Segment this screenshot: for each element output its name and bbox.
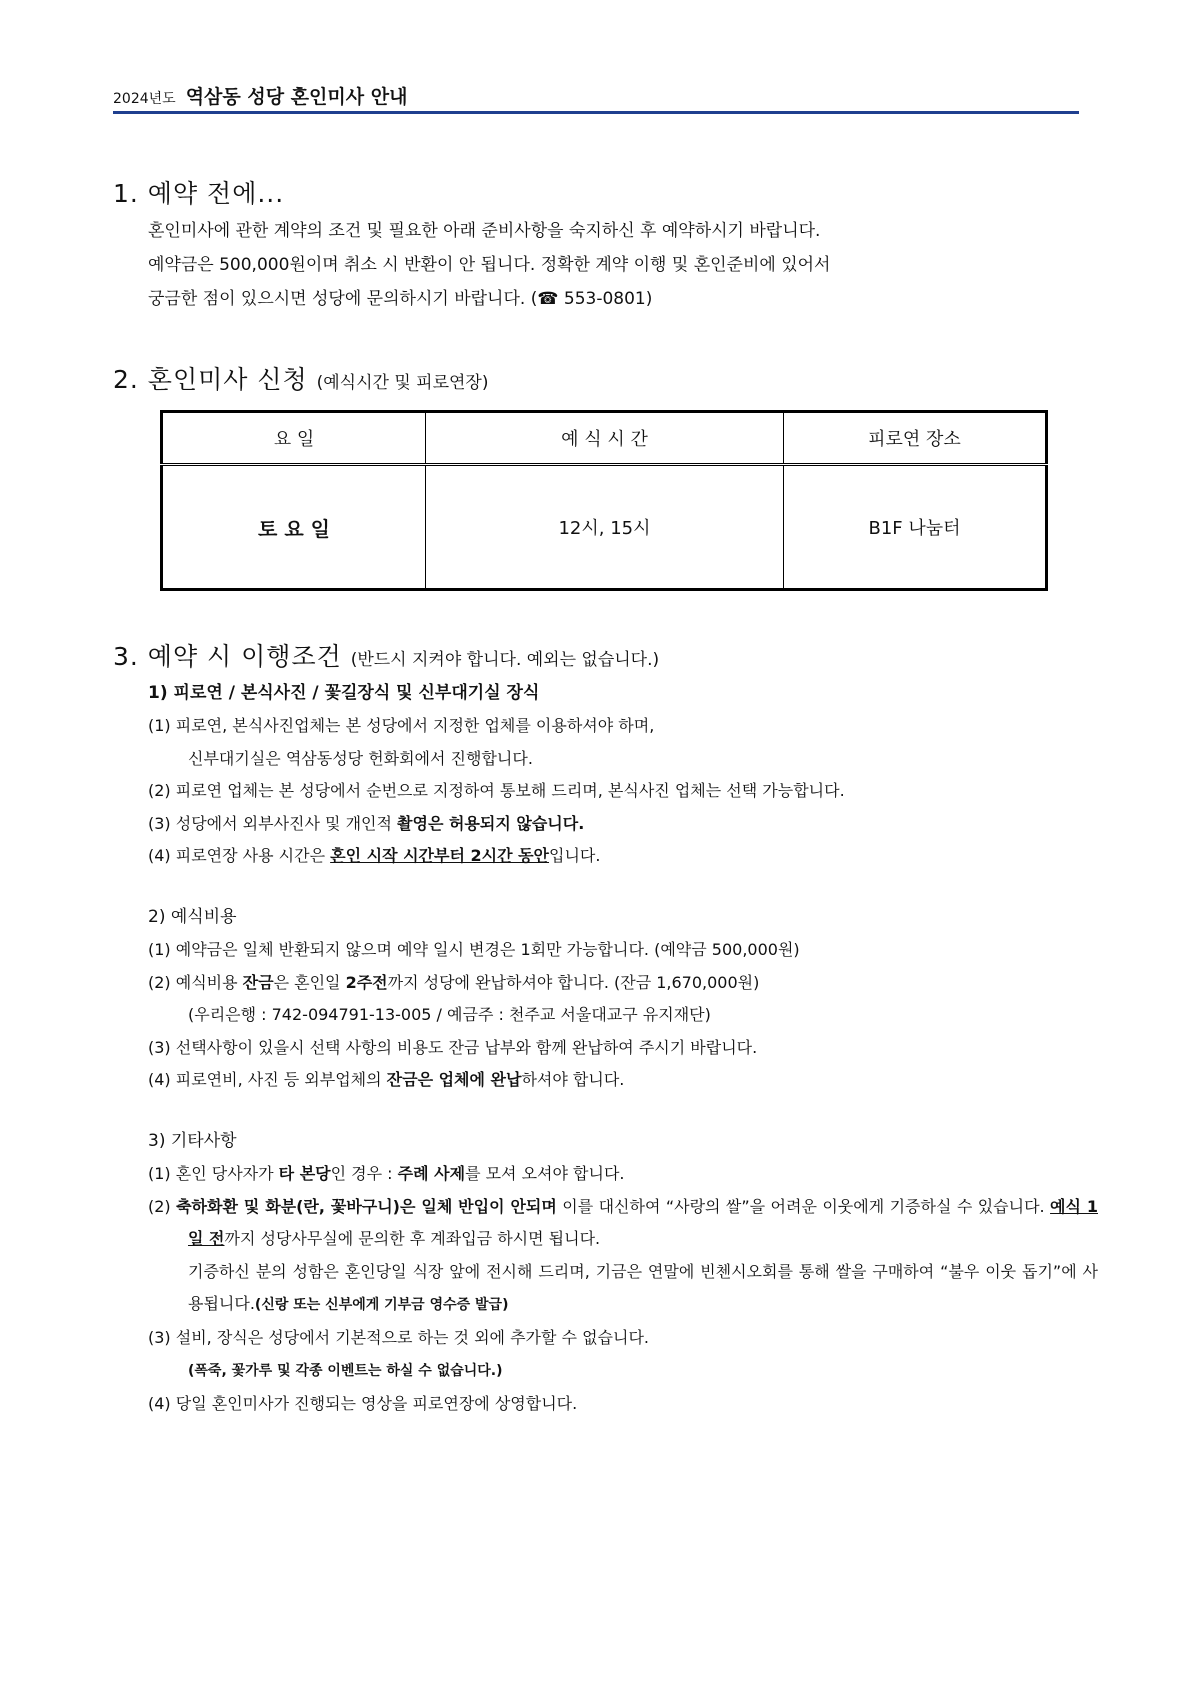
bank-account-info: (우리은행 : 742-094791-13-005 / 예금주 : 천주교 서울대교구 유지재단) bbox=[188, 1005, 711, 1024]
table-cell-venue: B1F 나눔터 bbox=[784, 465, 1047, 590]
header-title: 역삼동 성당 혼인미사 안내 bbox=[185, 86, 408, 108]
item-emphasis: 촬영은 허용되지 않습니다. bbox=[397, 813, 585, 833]
item-text: 입니다. bbox=[549, 846, 601, 865]
section3-part1 bbox=[148, 676, 1098, 873]
section3-part2 bbox=[148, 900, 1098, 1097]
item-text: (3) 성당에서 외부사진사 및 개인적 bbox=[148, 813, 398, 833]
item-text: 를 모셔 오셔야 합니다. bbox=[465, 1164, 625, 1183]
item-emphasis: 축하화환 및 화분(란, 꽃바구니)은 일체 반입이 안되며 bbox=[176, 1196, 557, 1216]
list-item: (2) 피로연 업체는 본 성당에서 순번으로 지정하여 통보해 드리며, 본식사진 업체는 선택 가능합니다. bbox=[148, 781, 845, 800]
item-text: 은 혼인일 bbox=[273, 972, 346, 992]
table-header-row bbox=[162, 412, 1047, 465]
section1-heading bbox=[113, 174, 284, 210]
item-text: 기증하신 분의 성함은 혼인당일 식장 앞에 전시해 드리며, 기금은 연말에 빈첸시오회를 통해 쌀을 구매하여 “불우 이웃 돕기”에 사용됩니다. bbox=[188, 1261, 1098, 1313]
item-emphasis: 주례 사제 bbox=[397, 1164, 466, 1183]
header-divider bbox=[113, 111, 1079, 114]
part1-title: 1) 피로연 / 본식사진 / 꽃길장식 및 신부대기실 장식 bbox=[148, 683, 540, 703]
list-item bbox=[148, 1064, 1098, 1097]
section1-line: 궁금한 점이 있으시면 성당에 문의하시기 바랍니다. (☎ 553-0801) bbox=[148, 289, 653, 309]
part3-title: 3) 기타사항 bbox=[148, 1131, 237, 1151]
list-item-continuation: 신부대기실은 역삼동성당 헌화회에서 진행합니다. bbox=[188, 748, 533, 768]
list-item-continuation bbox=[148, 1354, 1098, 1388]
item-text: 하셔야 합니다. bbox=[521, 1070, 625, 1089]
table-cell-day: 토 요 일 bbox=[162, 465, 426, 590]
section1-line: 예약금은 500,000원이며 취소 시 반환이 안 됩니다. 정확한 계약 이행 및 혼인준비에 있어서 bbox=[148, 255, 831, 275]
section3-heading bbox=[113, 637, 659, 673]
section3-heading-sub: (반드시 지켜야 합니다. 예외는 없습니다.) bbox=[350, 650, 660, 670]
item-text: 인 경우 : bbox=[330, 1164, 398, 1183]
item-emphasis: 잔금은 업체에 완납 bbox=[386, 1070, 522, 1089]
list-item-continuation bbox=[148, 1256, 1098, 1322]
list-item bbox=[148, 840, 1098, 873]
item-emphasis: 예식 1일 전 bbox=[188, 1196, 1098, 1248]
section1-line: 혼인미사에 관한 계약의 조건 및 필요한 아래 준비사항을 숙지하신 후 예약하시기 바랍니다. bbox=[148, 221, 821, 241]
section3-heading-text: 3. 예약 시 이행조건 bbox=[113, 642, 342, 671]
item-emphasis: 혼인 시작 시간부터 2시간 동안 bbox=[330, 846, 550, 865]
item-emphasis: 잔금 bbox=[242, 972, 274, 992]
list-item: (4) 당일 혼인미사가 진행되는 영상을 피로연장에 상영합니다. bbox=[148, 1393, 578, 1413]
table-header-cell: 요 일 bbox=[162, 412, 426, 465]
item-text: (1) 혼인 당사자가 bbox=[148, 1164, 279, 1183]
item-emphasis: 타 본당 bbox=[278, 1164, 331, 1183]
table-cell-time: 12시, 15시 bbox=[426, 465, 784, 590]
section1-heading-text: 1. 예약 전에... bbox=[113, 179, 285, 208]
list-item: (3) 설비, 장식은 성당에서 기본적으로 하는 것 외에 추가할 수 없습니다. bbox=[148, 1327, 650, 1347]
list-item bbox=[148, 967, 1098, 1000]
section2-heading bbox=[113, 360, 488, 396]
item-note: (신랑 또는 신부에게 기부금 영수증 발급) bbox=[254, 1297, 509, 1313]
item-text: 이를 대신하여 “사랑의 쌀”을 어려운 이웃에게 기증하실 수 있습니다. bbox=[556, 1196, 1051, 1216]
section2-heading-text: 2. 혼인미사 신청 bbox=[113, 365, 308, 394]
list-item: (1) 예약금은 일체 반환되지 않으며 예약 일시 변경은 1회만 가능합니다. (예약금 500,000원) bbox=[148, 940, 800, 959]
header-year: 2024년도 bbox=[113, 91, 176, 107]
list-item bbox=[148, 1158, 1098, 1191]
list-item bbox=[148, 1191, 1098, 1256]
part2-title: 2) 예식비용 bbox=[148, 907, 237, 927]
table-header-cell: 피로연 장소 bbox=[784, 412, 1047, 465]
item-text: (2) 예식비용 bbox=[148, 972, 243, 992]
schedule-table bbox=[160, 410, 1048, 591]
item-text: (4) 피로연비, 사진 등 외부업체의 bbox=[148, 1070, 387, 1089]
list-item bbox=[148, 808, 1098, 841]
item-note: (폭죽, 꽃가루 및 각종 이벤트는 하실 수 없습니다.) bbox=[188, 1363, 503, 1379]
section3-part3 bbox=[148, 1124, 1098, 1420]
section1-body bbox=[148, 214, 1078, 316]
list-item: (1) 피로연, 본식사진업체는 본 성당에서 지정한 업체를 이용하셔야 하며, bbox=[148, 716, 655, 735]
item-text: 까지 성당에 완납하셔야 합니다. (잔금 1,670,000원) bbox=[387, 972, 760, 992]
table-row bbox=[162, 465, 1047, 590]
item-text: (2) bbox=[148, 1196, 177, 1216]
section2-heading-sub: (예식시간 및 피로연장) bbox=[316, 373, 489, 393]
list-item: (3) 선택사항이 있을시 선택 사항의 비용도 잔금 납부와 함께 완납하여 주시기 바랍니다. bbox=[148, 1037, 758, 1057]
item-text: 까지 성당사무실에 문의한 후 계좌입금 하시면 됩니다. bbox=[224, 1229, 601, 1248]
document-header bbox=[113, 82, 1079, 109]
item-emphasis: 2주전 bbox=[345, 972, 388, 992]
table-header-cell: 예 식 시 간 bbox=[426, 412, 784, 465]
item-text: (4) 피로연장 사용 시간은 bbox=[148, 846, 331, 865]
